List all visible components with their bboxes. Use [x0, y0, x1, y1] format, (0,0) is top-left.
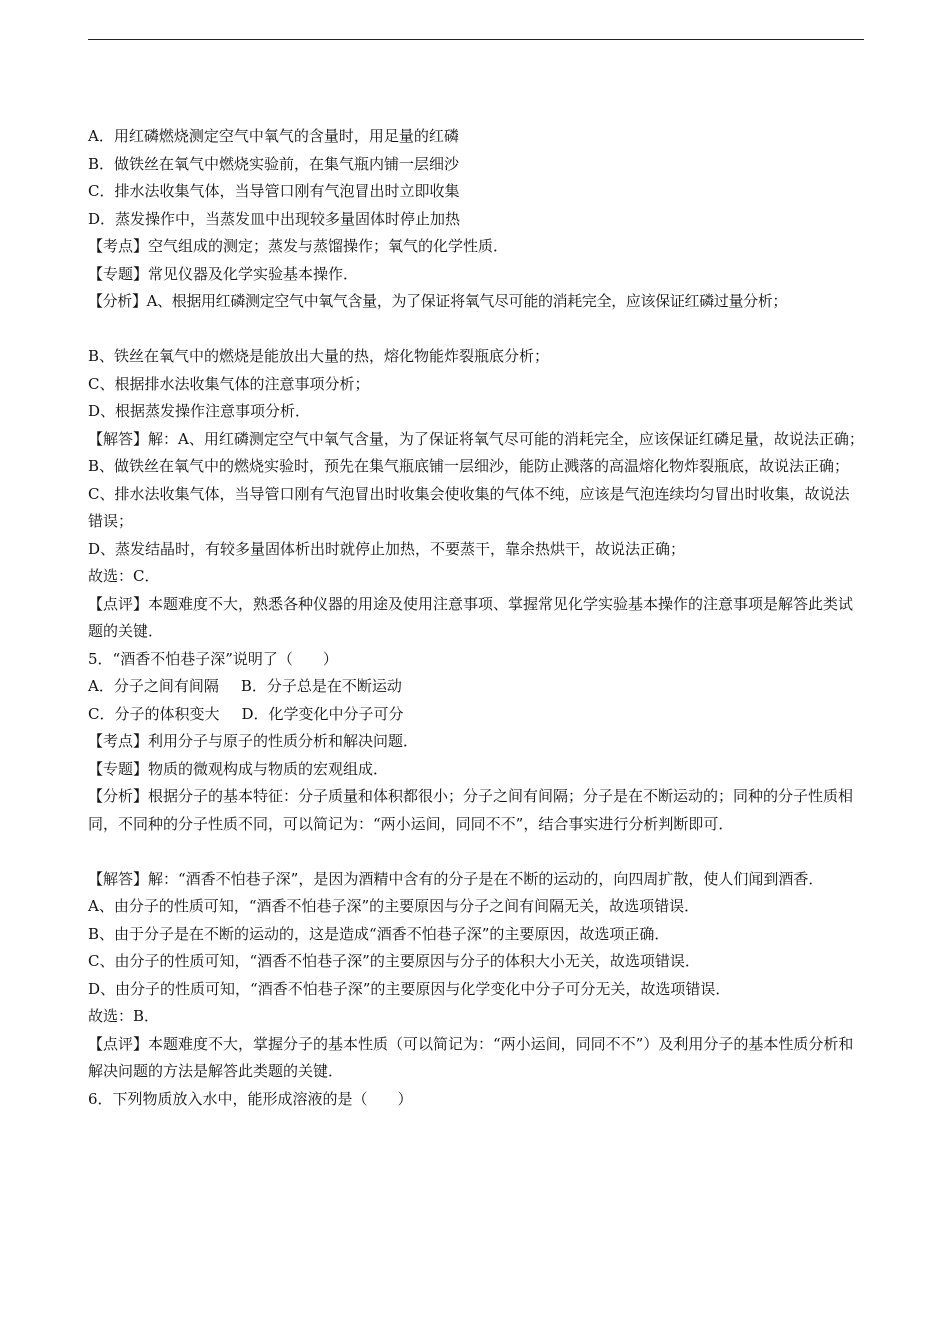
q5-stem: 5．“酒香不怕巷子深”说明了（ ） — [88, 649, 338, 668]
q5-option-a: A．分子之间有间隔 — [88, 677, 219, 695]
spacer — [88, 838, 864, 866]
q4-fenxi: 【分析】A、根据用红磷测定空气中氧气含量，为了保证将氧气尽可能的消耗完全，应该保证红磷过量分析； — [88, 292, 788, 310]
q5-answer: 故选：B． — [88, 1007, 160, 1025]
q5-zhuanti: 【专题】物质的微观构成与物质的宏观组成． — [88, 759, 389, 778]
q4-jieda-b: B、做铁丝在氧气中的燃烧实验时，预先在集气瓶底铺一层细沙，能防止溅落的高温熔化物炸裂瓶底，故说法正确； — [88, 457, 850, 475]
document-body — [88, 123, 864, 1113]
header-rule — [88, 39, 864, 40]
q4-option-c: C．排水法收集气体，当导管口刚有气泡冒出时立即收集 — [88, 182, 460, 200]
spacer — [88, 316, 864, 344]
q5-options-row-1 — [88, 673, 864, 701]
q4-answer: 故选：C． — [88, 567, 160, 585]
q4-option-a: A．用红磷燃烧测定空气中氧气的含量时，用足量的红磷 — [88, 127, 459, 145]
q4-kaodian: 【考点】空气组成的测定；蒸发与蒸馏操作；氧气的化学性质． — [88, 237, 509, 255]
q4-jieda-c: C、排水法收集气体，当导管口刚有气泡冒出时收集会使收集的气体不纯，应该是气泡连续均匀冒出时收集，故说法错误； — [88, 484, 850, 530]
q6-stem: 6．下列物质放入水中，能形成溶液的是（ ） — [88, 1089, 413, 1108]
q5-fenxi: 【分析】根据分子的基本特征：分子质量和体积都很小；分子之间有间隔；分子是在不断运动的；同种的分子性质相同，不同种的分子性质不同，可以简记为：“两小运间，同同不不”，结合事实进行分析判断即可． — [88, 787, 854, 833]
q4-jieda-a: 【解答】解：A、用红磷测定空气中氧气含量，为了保证将氧气尽可能的消耗完全，应该保证红磷足量，故说法正确； — [88, 429, 864, 448]
q5-jieda-b: B、由于分子是在不断的运动的，这是造成“酒香不怕巷子深”的主要原因，故选项正确． — [88, 924, 670, 943]
q5-jieda-c: C、由分子的性质可知，“酒香不怕巷子深”的主要原因与分子的体积大小无关，故选项错误． — [88, 952, 700, 970]
q5-jieda-a: A、由分子的性质可知，“酒香不怕巷子深”的主要原因与分子之间有间隔无关，故选项错误． — [88, 897, 700, 915]
q4-fenxi-d: D、根据蒸发操作注意事项分析． — [88, 402, 311, 420]
q4-jieda-d: D、蒸发结晶时，有较多量固体析出时就停止加热，不要蒸干，靠余热烘干，故说法正确； — [88, 539, 686, 558]
q4-fenxi-b: B、铁丝在氧气中的燃烧是能放出大量的热，熔化物能炸裂瓶底分析； — [88, 347, 550, 365]
q5-options-row-2 — [88, 701, 864, 729]
q5-option-d: D．化学变化中分子可分 — [241, 704, 404, 723]
q5-dianping: 【点评】本题难度不大，掌握分子的基本性质（可以简记为：“两小运间，同同不不”）及利用分子的基本性质分析和解决问题的方法是解答此类题的关键． — [88, 1034, 854, 1080]
q4-option-d: D．蒸发操作中，当蒸发皿中出现较多量固体时停止加热 — [88, 209, 461, 228]
q4-zhuanti: 【专题】常见仪器及化学实验基本操作． — [88, 264, 359, 283]
q4-dianping: 【点评】本题难度不大，熟悉各种仪器的用途及使用注意事项、掌握常见化学实验基本操作的注意事项是解答此类试题的关键． — [88, 594, 854, 640]
q4-option-b: B．做铁丝在氧气中燃烧实验前，在集气瓶内铺一层细沙 — [88, 154, 460, 173]
q5-option-b: B．分子总是在不断运动 — [240, 677, 402, 695]
q5-jieda-d: D、由分子的性质可知，“酒香不怕巷子深”的主要原因与化学变化中分子可分无关，故选项错误． — [88, 979, 731, 998]
q5-option-c: C．分子的体积变大 — [88, 704, 220, 723]
q5-jieda: 【解答】解：“酒香不怕巷子深”，是因为酒精中含有的分子是在不断的运动的，向四周扩散，使人们闻到酒香． — [88, 869, 824, 888]
q4-fenxi-c: C、根据排水法收集气体的注意事项分析； — [88, 374, 370, 393]
q5-kaodian: 【考点】利用分子与原子的性质分析和解决问题． — [88, 732, 419, 750]
